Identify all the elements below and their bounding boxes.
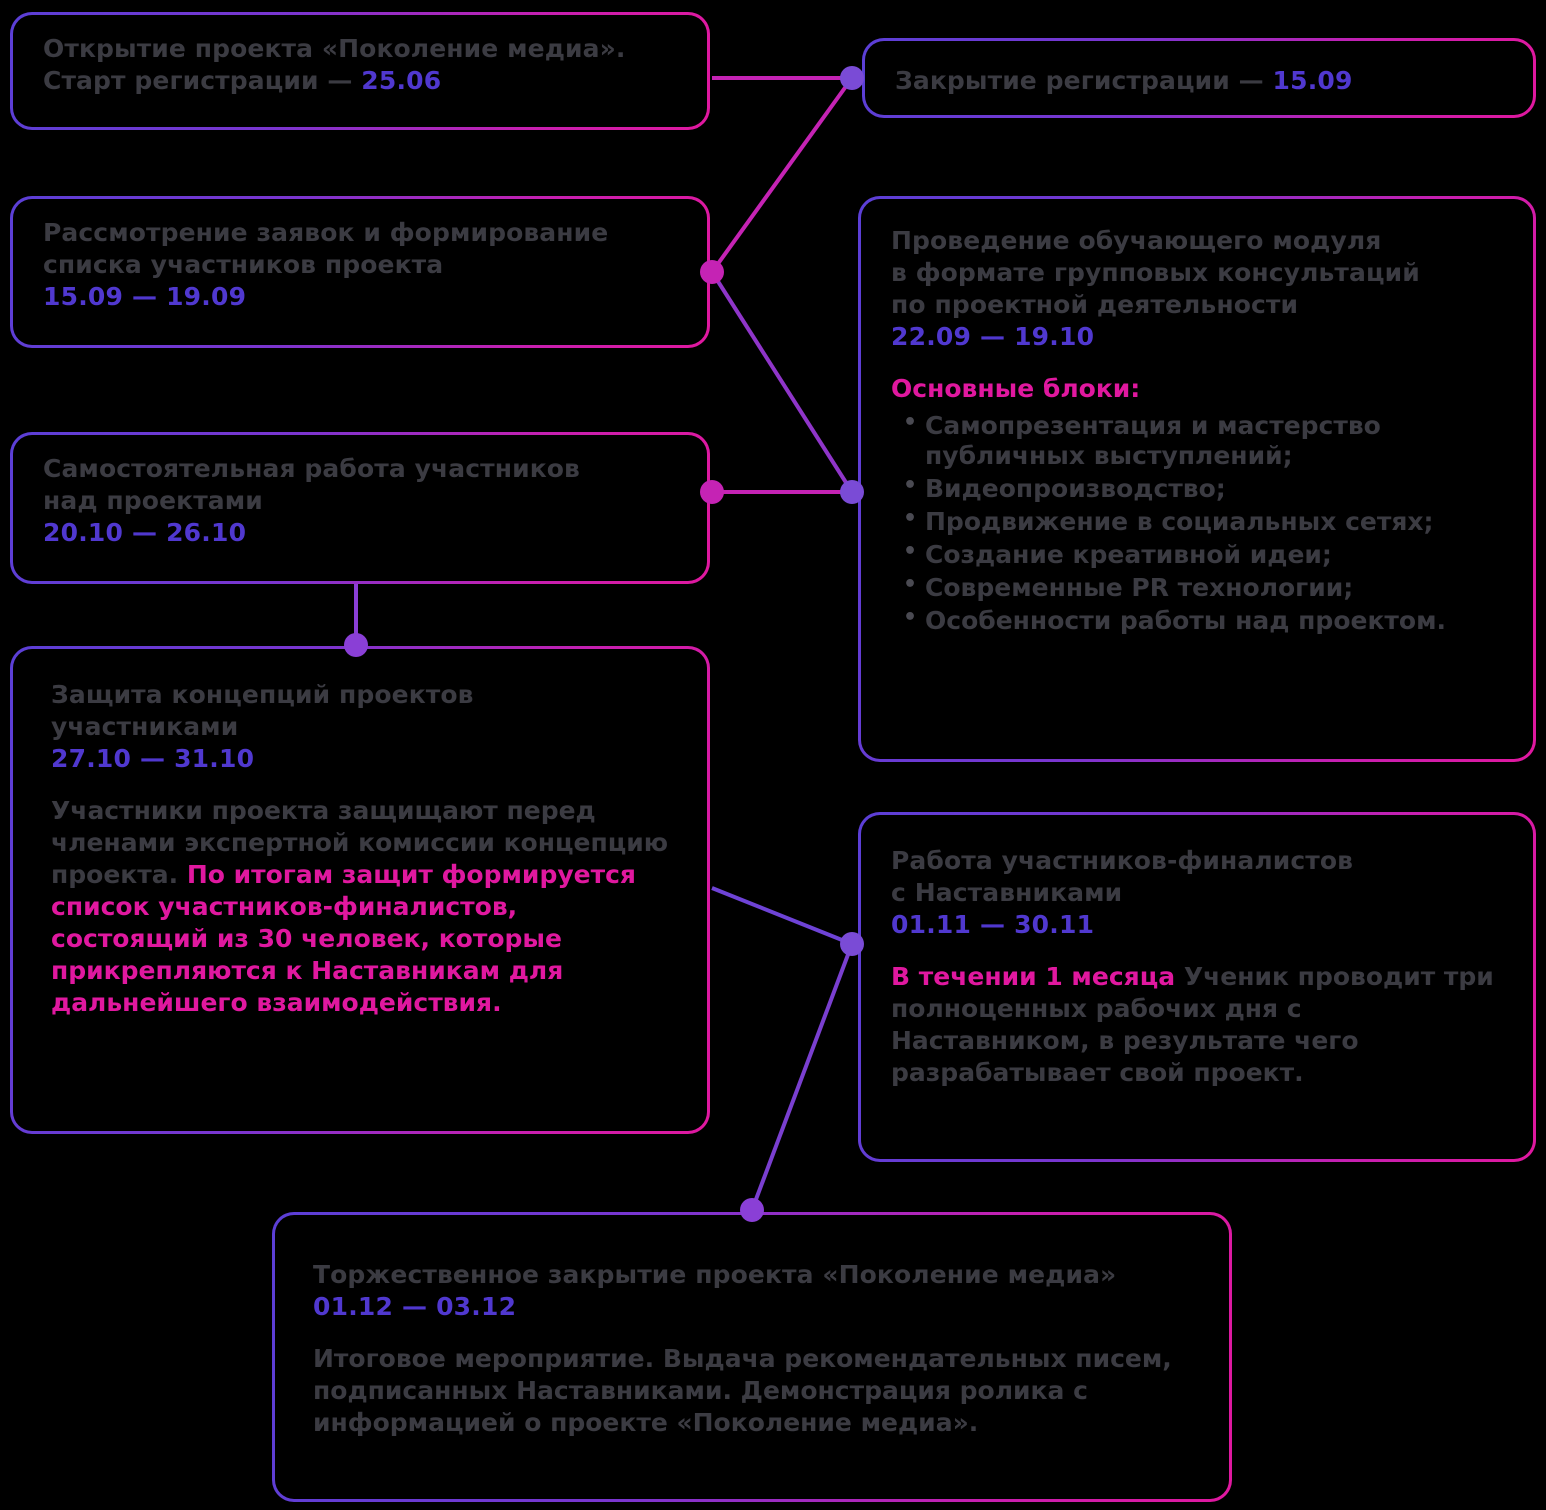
card-self-work: [10, 432, 710, 584]
card-mentors-paragraph: [891, 961, 1507, 1089]
card-final-paragraph: Итоговое мероприятие. Выдача рекомендательных писем, подписанных Наставниками. Демонстрация ролика с информацией о проекте «Поколение медиа».: [313, 1344, 1172, 1437]
card-review-line2: списка участников проекта: [43, 250, 444, 279]
card-applications-review: [10, 196, 710, 348]
card-concept-defense: [10, 646, 710, 1134]
card-project-closing: [272, 1212, 1232, 1502]
card-review-date: 15.09 — 19.09: [43, 282, 247, 311]
card-defense-line1: Защита концепций проектов: [51, 680, 474, 709]
card-close-date: 15.09: [1272, 66, 1353, 95]
card-mentors-paragraph-accent: В течении 1 месяца: [891, 962, 1184, 991]
card-mentor-work: [858, 812, 1536, 1162]
list-item: • Видеопроизводство;: [891, 474, 1507, 504]
card-mentors-line1: Работа участников-финалистов: [891, 846, 1354, 875]
card-mentors-paragraph-plain: Ученик проводит три полноценных рабочих дня с Наставником, в результате чего разрабатывает свой проект.: [891, 962, 1494, 1087]
node-dot-registration-close: [840, 66, 864, 90]
node-dot-project-closing: [740, 1198, 764, 1222]
card-defense-date: 27.10 — 31.10: [51, 744, 255, 773]
card-open-line2: [43, 65, 681, 97]
card-defense-paragraph-plain: Участники проекта защищают перед членами экспертной комиссии концепцию проекта.: [51, 796, 669, 889]
card-module-line2: в формате групповых консультаций: [891, 258, 1420, 287]
card-selfwork-line2: над проектами: [43, 486, 263, 515]
list-item: • Современные PR технологии;: [891, 573, 1507, 603]
card-module-blocks-heading: Основные блоки:: [891, 374, 1141, 403]
node-dot-self-work: [700, 480, 724, 504]
card-final-line1: Торжественное закрытие проекта «Поколение медиа»: [313, 1260, 1117, 1289]
list-item: • Продвижение в социальных сетях;: [891, 507, 1507, 537]
card-module-line1: Проведение обучающего модуля: [891, 226, 1382, 255]
node-dot-concept-defense: [344, 633, 368, 657]
card-mentors-date: 01.11 — 30.11: [891, 910, 1095, 939]
list-item: • Создание креативной идеи;: [891, 540, 1507, 570]
card-defense-line2: участниками: [51, 712, 239, 741]
card-defense-paragraph-accent: По итогам защит формируется список участников-финалистов, состоящий из 30 человек, которые прикрепляются к Наставникам для дальнейшего взаимодействия.: [51, 860, 636, 1017]
card-close-label: Закрытие регистрации —: [895, 66, 1273, 95]
list-item: • Самопрезентация и мастерство публичных выступлений;: [891, 411, 1507, 471]
card-open-date: 25.06: [361, 66, 442, 95]
card-defense-paragraph: [51, 795, 681, 1019]
card-registration-close: [862, 38, 1536, 118]
card-project-opening: [10, 12, 710, 130]
card-open-line1: Открытие проекта «Поколение медиа».: [43, 34, 626, 63]
card-open-line2-text: Старт регистрации —: [43, 66, 362, 95]
node-dot-applications-review: [700, 260, 724, 284]
node-dot-training-module: [840, 480, 864, 504]
card-mentors-line2: с Наставниками: [891, 878, 1123, 907]
node-dot-mentor-work: [840, 932, 864, 956]
card-review-line1: Рассмотрение заявок и формирование: [43, 218, 609, 247]
card-module-line3: по проектной деятельности: [891, 290, 1299, 319]
card-selfwork-line1: Самостоятельная работа участников: [43, 454, 580, 483]
card-module-date: 22.09 — 19.10: [891, 322, 1095, 351]
card-close-line1: [895, 65, 1507, 97]
card-selfwork-date: 20.10 — 26.10: [43, 518, 247, 547]
card-training-module: [858, 196, 1536, 762]
card-final-date: 01.12 — 03.12: [313, 1292, 517, 1321]
list-item: • Особенности работы над проектом.: [891, 606, 1507, 636]
card-module-blocks-list: [891, 411, 1507, 636]
